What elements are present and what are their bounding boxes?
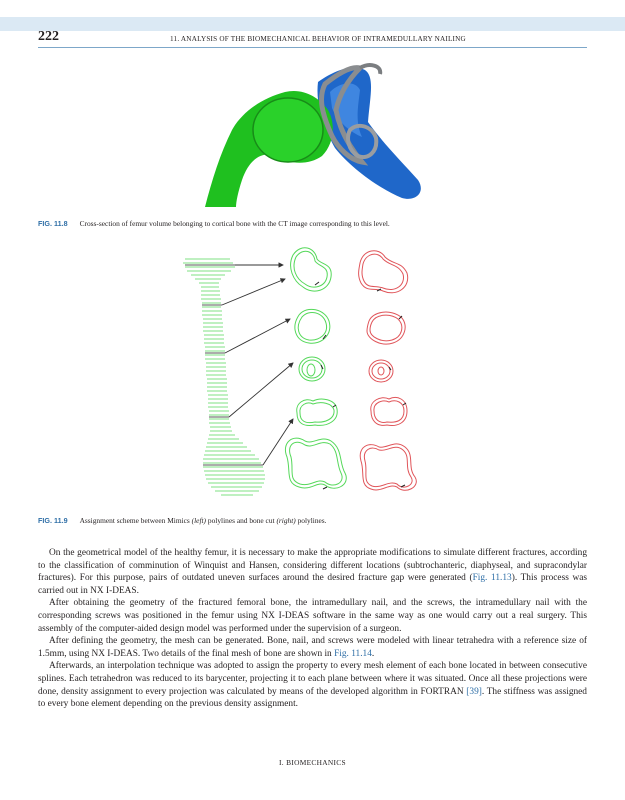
footer-section-title: I. BIOMECHANICS [279, 758, 346, 767]
figure-label: FIG. 11.8 [38, 219, 68, 228]
caption-part-italic: (right) [276, 516, 296, 525]
caption-part: Assignment scheme between Mimics [79, 516, 192, 525]
top-color-band [0, 17, 625, 31]
caption-part: polylines and bone cut [206, 516, 277, 525]
figure-link[interactable]: Fig. 11.13 [472, 573, 512, 584]
figure-11-9-caption [38, 516, 327, 525]
figure-label: FIG. 11.9 [38, 516, 68, 525]
bone-cut-polylines-right [359, 251, 417, 491]
figure-link[interactable]: Fig. 11.14 [334, 648, 372, 659]
caption-part: polylines. [295, 516, 327, 525]
body-text [38, 547, 587, 711]
figure-11-9-image [175, 235, 450, 505]
paragraph: After obtaining the geometry of the fractured femoral bone, the intramedullary nail, and the screws, the intramedullary nail with the corresponding screws was positioned in the femur using NX I-DEAS software in the same way as one would carry out a real surgery. This assembly of the computer-aided design model was performed under the supervision of a surgeon. [38, 598, 587, 634]
figure-11-8-caption [38, 219, 390, 228]
femoral-head [253, 98, 323, 162]
paragraph: After defining the geometry, the mesh can be generated. Bone, nail, and screws were modeled with linear tetrahedra with a reference size of 1.5mm, using NX I-DEAS. Two details of the final mesh of bone are shown in Fig. 11.14. [38, 636, 587, 659]
femur-polyline-stack [183, 259, 265, 495]
caption-text: Cross-section of femur volume belonging to cortical bone with the CT image corresponding to this level. [79, 219, 390, 228]
paragraph: On the geometrical model of the healthy femur, it is necessary to make the appropriate modifications to simulate different fractures, according to the classification of comminution of Winquist and Hansen, considering different locations (subtrochanteric, diaphyseal, and supracondylar fractures). For this purpose, pairs of outdated uneven surfaces around the desired fracture gap were generated (Fig. 11.13). This process was carried out in NX I-DEAS. [38, 548, 588, 596]
figure-11-8-image [190, 52, 435, 207]
paragraph: Afterwards, an interpolation technique was adopted to assign the property to every mesh element of each bone located in between consecutive splines. Each tetrahedron was reduced to its barycenter, projecting it to each plane between where it was situated. Once all these projections were done, density assignment to every projection was calculated by means of the developed algorithm in FORTRAN [39]. The stiffness was assigned to every bone element depending on the previous density assignment. [38, 661, 587, 710]
running-head: 11. ANALYSIS OF THE BIOMECHANICAL BEHAVIOR OF INTRAMEDULLARY NAILING [170, 35, 466, 43]
caption-part-italic: (left) [191, 516, 207, 525]
citation-link[interactable]: [39] [466, 686, 482, 697]
header-rule [38, 47, 587, 48]
page-number: 222 [38, 29, 59, 44]
